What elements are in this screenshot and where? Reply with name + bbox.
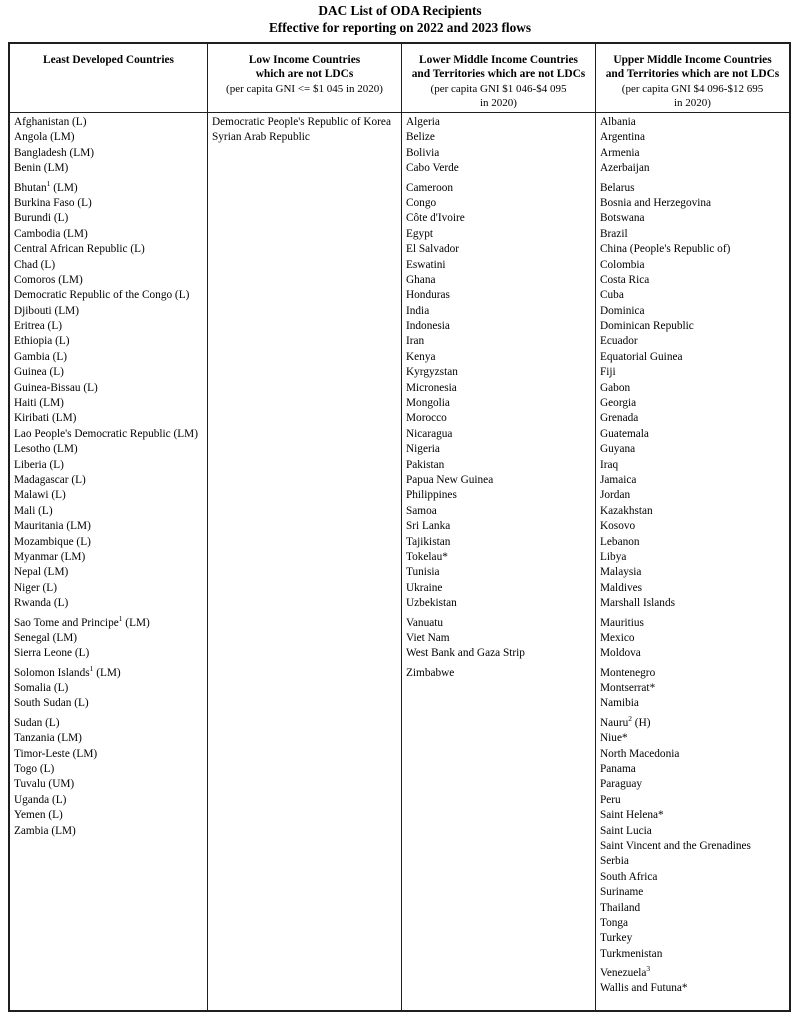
country-cell <box>208 581 401 596</box>
country-cell: Saint Helena* <box>600 809 664 822</box>
country-cell: Albania <box>600 116 636 128</box>
column-header-least-developed <box>10 44 207 112</box>
country-cell <box>208 962 401 981</box>
country-cell: Ghana <box>406 273 436 286</box>
column-header-line: Lower Middle Income Countries <box>419 54 578 66</box>
country-cell: Ethiopia (L) <box>14 335 70 348</box>
country-cell: Viet Nam <box>406 631 450 644</box>
column-low-income-list <box>207 113 401 1010</box>
country-cell <box>208 901 401 916</box>
country-cell: Serbia <box>600 855 629 868</box>
column-header-lower-middle-income <box>401 44 595 112</box>
footnote-marker: 3 <box>646 964 651 974</box>
country-cell: Saint Vincent and the Grenadines <box>600 839 751 852</box>
column-header-subline: (per capita GNI $1 046-$4 095 <box>430 82 567 95</box>
country-cell: Grenada <box>600 412 639 425</box>
country-cell: Costa Rica <box>600 273 650 286</box>
country-cell <box>208 396 401 411</box>
country-cell: Guinea (L) <box>14 366 64 379</box>
country-cell <box>208 631 401 646</box>
country-cell: Montenegro <box>600 666 656 679</box>
country-cell: Nigeria <box>406 443 440 456</box>
country-cell: Madagascar (L) <box>14 473 86 486</box>
column-header-subline: (per capita GNI $4 096-$12 695 <box>621 82 764 95</box>
country-cell <box>208 870 401 885</box>
country-cell: Tajikistan <box>406 535 451 548</box>
country-cell: Afghanistan (L) <box>14 116 87 128</box>
country-cell <box>208 824 401 839</box>
country-cell <box>208 319 401 334</box>
column-lower-middle-income-list <box>401 113 595 1010</box>
country-cell <box>402 777 595 792</box>
country-cell <box>208 427 401 442</box>
country-cell: Libya <box>600 550 627 563</box>
country-cell: Mali (L) <box>14 504 53 517</box>
country-cell: China (People's Republic of) <box>600 243 731 256</box>
dac-recipients-table <box>8 42 791 1012</box>
country-cell <box>402 712 595 731</box>
country-cell: Tonga <box>600 916 629 929</box>
country-cell <box>208 211 401 226</box>
country-cell <box>208 519 401 534</box>
country-cell <box>402 824 595 839</box>
country-cell: Colombia <box>600 258 645 271</box>
column-header-line: Upper Middle Income Countries <box>613 54 772 66</box>
country-cell: Democratic People's Republic of Korea <box>212 116 391 128</box>
country-cell: Morocco <box>406 412 447 425</box>
country-cell <box>402 681 595 696</box>
country-cell: Gambia (L) <box>14 350 68 363</box>
country-cell: Georgia <box>600 397 637 410</box>
country-cell <box>208 381 401 396</box>
country-cell: Timor-Leste (LM) <box>14 747 98 760</box>
country-cell <box>10 916 207 931</box>
country-cell: Bhutan$^1$ (LM) <box>14 178 78 194</box>
footnote-marker: 1 <box>89 663 94 673</box>
country-cell <box>208 839 401 854</box>
country-cell: Sudan (L) <box>14 716 60 729</box>
column-header-subline: in 2020) <box>674 96 711 109</box>
country-cell <box>208 177 401 196</box>
country-cell <box>208 854 401 869</box>
country-cell <box>208 681 401 696</box>
country-cell: Pakistan <box>406 458 445 471</box>
country-cell: South Africa <box>600 870 658 883</box>
country-cell <box>402 762 595 777</box>
country-cell: Micronesia <box>406 381 457 394</box>
country-cell: Belize <box>406 131 435 144</box>
country-cell: Jordan <box>600 489 631 502</box>
country-cell: Tuvalu (UM) <box>14 778 75 791</box>
country-cell <box>208 365 401 380</box>
country-cell: Uzbekistan <box>406 597 457 610</box>
country-cell <box>402 854 595 869</box>
country-cell <box>208 662 401 681</box>
country-cell: Eswatini <box>406 258 446 271</box>
country-cell <box>402 808 595 823</box>
country-cell: Turkey <box>600 932 633 945</box>
page-title <box>0 0 800 36</box>
country-cell: Jamaica <box>600 473 637 486</box>
country-cell: Mauritius <box>600 616 644 629</box>
table-body <box>10 113 789 1010</box>
country-cell <box>208 535 401 550</box>
country-cell: Guinea-Bissau (L) <box>14 381 98 394</box>
country-cell <box>208 273 401 288</box>
country-cell: Lebanon <box>600 535 640 548</box>
country-cell <box>208 777 401 792</box>
country-cell: Botswana <box>600 212 645 225</box>
column-header-subline: in 2020) <box>480 96 517 109</box>
country-cell: Mongolia <box>406 397 450 410</box>
country-cell: Côte d'Ivoire <box>406 212 465 225</box>
country-cell <box>208 161 401 176</box>
country-cell: Dominican Republic <box>600 320 694 333</box>
country-cell <box>208 334 401 349</box>
country-cell: Kiribati (LM) <box>14 412 77 425</box>
country-cell: Yemen (L) <box>14 809 63 822</box>
page-title-line-2: Effective for reporting on 2022 and 2023 flows <box>268 19 532 35</box>
country-cell <box>402 747 595 762</box>
country-cell: Honduras <box>406 289 450 302</box>
footnote-marker: 2 <box>628 714 632 724</box>
country-cell: Uganda (L) <box>14 793 67 806</box>
country-cell <box>10 981 207 996</box>
country-cell: Ukraine <box>406 581 443 594</box>
country-cell: Equatorial Guinea <box>600 350 683 363</box>
country-cell: Burkina Faso (L) <box>14 196 92 209</box>
country-cell: Liberia (L) <box>14 458 64 471</box>
country-cell: Cameroon <box>406 181 454 194</box>
country-cell: Comoros (LM) <box>14 273 83 286</box>
country-cell <box>208 196 401 211</box>
country-cell: Cabo Verde <box>406 162 459 175</box>
country-cell <box>208 550 401 565</box>
country-cell: Saint Lucia <box>600 824 652 837</box>
country-cell: Eritrea (L) <box>14 320 62 333</box>
country-cell <box>208 762 401 777</box>
country-cell: Malawi (L) <box>14 489 66 502</box>
column-upper-middle-income-list <box>595 113 789 1010</box>
country-cell <box>208 731 401 746</box>
country-cell: Fiji <box>600 366 616 379</box>
country-cell <box>208 442 401 457</box>
country-cell <box>208 565 401 580</box>
country-cell <box>402 793 595 808</box>
column-header-line: which are not LDCs <box>255 68 354 81</box>
country-cell: Sierra Leone (L) <box>14 647 90 660</box>
country-cell <box>208 808 401 823</box>
column-header-line: and Territories which are not LDCs <box>605 68 780 81</box>
country-cell: Nauru$^2$ (H) <box>600 714 651 729</box>
country-cell <box>208 981 401 996</box>
country-cell: Mexico <box>600 631 635 644</box>
country-cell <box>208 458 401 473</box>
country-cell: Senegal (LM) <box>14 631 78 644</box>
column-header-subline: (per capita GNI <= $1 045 in 2020) <box>226 82 383 95</box>
country-cell: Belarus <box>600 181 635 194</box>
country-cell <box>208 696 401 711</box>
country-cell: Central African Republic (L) <box>14 243 145 256</box>
country-cell: Malaysia <box>600 566 642 579</box>
country-cell <box>208 793 401 808</box>
country-cell <box>208 612 401 631</box>
country-cell <box>208 596 401 611</box>
country-cell: Iran <box>406 335 425 348</box>
country-cell: Suriname <box>600 886 644 899</box>
country-cell <box>208 885 401 900</box>
country-cell: Lao People's Democratic Republic (LM) <box>14 427 198 440</box>
country-cell <box>402 962 595 981</box>
country-cell: Turkmenistan <box>600 947 663 960</box>
country-cell <box>402 885 595 900</box>
column-header-line: Low Income Countries <box>248 54 361 66</box>
country-cell <box>208 227 401 242</box>
country-cell: Ecuador <box>600 335 638 348</box>
country-cell <box>208 473 401 488</box>
country-cell: India <box>406 304 430 317</box>
country-cell: Bolivia <box>406 146 440 159</box>
country-cell <box>208 947 401 962</box>
country-cell: Syrian Arab Republic <box>212 131 310 144</box>
country-cell: Chad (L) <box>14 258 56 271</box>
country-cell <box>208 712 401 731</box>
country-cell <box>208 747 401 762</box>
table-header-row <box>10 44 789 113</box>
country-cell <box>208 288 401 303</box>
country-cell <box>10 870 207 885</box>
country-cell: Armenia <box>600 146 640 159</box>
country-cell: Lesotho (LM) <box>14 443 78 456</box>
country-cell <box>402 947 595 962</box>
country-cell: Rwanda (L) <box>14 597 69 610</box>
country-cell: Bosnia and Herzegovina <box>600 196 712 209</box>
country-cell: Nicaragua <box>406 427 453 440</box>
country-cell: Azerbaijan <box>600 162 650 175</box>
country-cell <box>402 839 595 854</box>
country-cell: Dominica <box>600 304 645 317</box>
country-cell <box>10 854 207 869</box>
country-cell: Samoa <box>406 504 437 517</box>
country-cell: North Macedonia <box>600 747 680 760</box>
country-cell <box>10 839 207 854</box>
country-cell <box>208 242 401 257</box>
country-cell: Cambodia (LM) <box>14 227 88 240</box>
country-cell: Bangladesh (LM) <box>14 146 94 159</box>
country-cell <box>402 870 595 885</box>
country-cell <box>402 916 595 931</box>
country-cell: Thailand <box>600 901 641 914</box>
country-cell: Argentina <box>600 131 645 144</box>
country-cell: Tokelau* <box>406 550 448 563</box>
country-cell: Mauritania (LM) <box>14 520 91 533</box>
country-cell: Sao Tome and Principe$^1$ (LM) <box>14 613 150 629</box>
country-cell: Wallis and Futuna* <box>600 982 688 995</box>
country-cell: El Salvador <box>406 243 460 256</box>
country-cell <box>208 488 401 503</box>
country-cell: Marshall Islands <box>600 597 675 610</box>
country-cell <box>10 931 207 946</box>
country-cell: Tunisia <box>406 566 440 579</box>
country-cell: Djibouti (LM) <box>14 304 79 317</box>
country-cell: Somalia (L) <box>14 682 69 695</box>
country-cell: Benin (LM) <box>14 162 69 175</box>
country-cell: Niger (L) <box>14 581 57 594</box>
country-cell: Myanmar (LM) <box>14 550 86 563</box>
country-cell: Iraq <box>600 458 619 471</box>
country-cell <box>208 146 401 161</box>
country-cell: Mozambique (L) <box>14 535 91 548</box>
country-cell: Namibia <box>600 697 639 710</box>
country-cell: West Bank and Gaza Strip <box>406 647 525 660</box>
country-cell <box>208 258 401 273</box>
country-cell <box>402 731 595 746</box>
country-cell: Guatemala <box>600 427 649 440</box>
footnote-marker: 1 <box>46 178 51 188</box>
country-cell: Haiti (LM) <box>14 397 64 410</box>
column-header-line: Least Developed Countries <box>43 54 174 66</box>
country-cell: Kosovo <box>600 520 636 533</box>
country-cell: Philippines <box>406 489 457 502</box>
country-cell: South Sudan (L) <box>14 697 89 710</box>
country-cell: Kenya <box>406 350 436 363</box>
country-cell <box>10 962 207 981</box>
country-cell: Togo (L) <box>14 763 55 776</box>
country-cell: Congo <box>406 196 437 209</box>
country-cell: Egypt <box>406 227 433 240</box>
country-cell <box>10 947 207 962</box>
country-cell: Moldova <box>600 647 641 660</box>
country-cell: Panama <box>600 763 636 776</box>
country-cell: Tanzania (LM) <box>14 732 82 745</box>
country-cell: Zambia (LM) <box>14 824 76 837</box>
country-cell <box>208 916 401 931</box>
country-cell: Kyrgyzstan <box>406 366 458 379</box>
country-cell <box>208 504 401 519</box>
country-cell: Gabon <box>600 381 631 394</box>
country-cell <box>402 981 595 996</box>
country-cell: Brazil <box>600 227 628 240</box>
country-cell <box>208 411 401 426</box>
country-cell: Niue* <box>600 732 628 745</box>
country-cell <box>402 696 595 711</box>
country-cell: Indonesia <box>406 320 450 333</box>
column-header-upper-middle-income <box>595 44 789 112</box>
column-least-developed-list <box>10 113 207 1010</box>
footnote-marker: 1 <box>118 613 123 623</box>
column-header-low-income <box>207 44 401 112</box>
country-cell: Paraguay <box>600 778 643 791</box>
country-cell: Burundi (L) <box>14 212 69 225</box>
country-cell <box>208 304 401 319</box>
country-cell <box>208 646 401 661</box>
country-cell <box>208 350 401 365</box>
country-cell <box>402 931 595 946</box>
column-header-line: and Territories which are not LDCs <box>411 68 586 81</box>
country-cell: Venezuela$^3$ <box>600 964 651 980</box>
country-cell: Vanuatu <box>406 616 444 629</box>
country-cell <box>10 901 207 916</box>
country-cell: Zimbabwe <box>406 666 455 679</box>
country-cell: Algeria <box>406 116 440 128</box>
country-cell: Montserrat* <box>600 682 656 695</box>
country-cell: Peru <box>600 793 621 806</box>
country-cell: Democratic Republic of the Congo (L) <box>14 289 190 302</box>
country-cell: Maldives <box>600 581 643 594</box>
country-cell: Sri Lanka <box>406 520 451 533</box>
country-cell: Guyana <box>600 443 636 456</box>
country-cell <box>208 931 401 946</box>
country-cell: Papua New Guinea <box>406 473 494 486</box>
country-cell: Kazakhstan <box>600 504 653 517</box>
country-cell: Nepal (LM) <box>14 566 69 579</box>
country-cell: Solomon Islands$^1$ (LM) <box>14 663 121 679</box>
country-cell <box>10 885 207 900</box>
page-title-line-1: DAC List of ODA Recipients <box>318 3 482 18</box>
country-cell <box>402 901 595 916</box>
country-cell: Cuba <box>600 289 624 302</box>
country-cell: Angola (LM) <box>14 131 75 144</box>
